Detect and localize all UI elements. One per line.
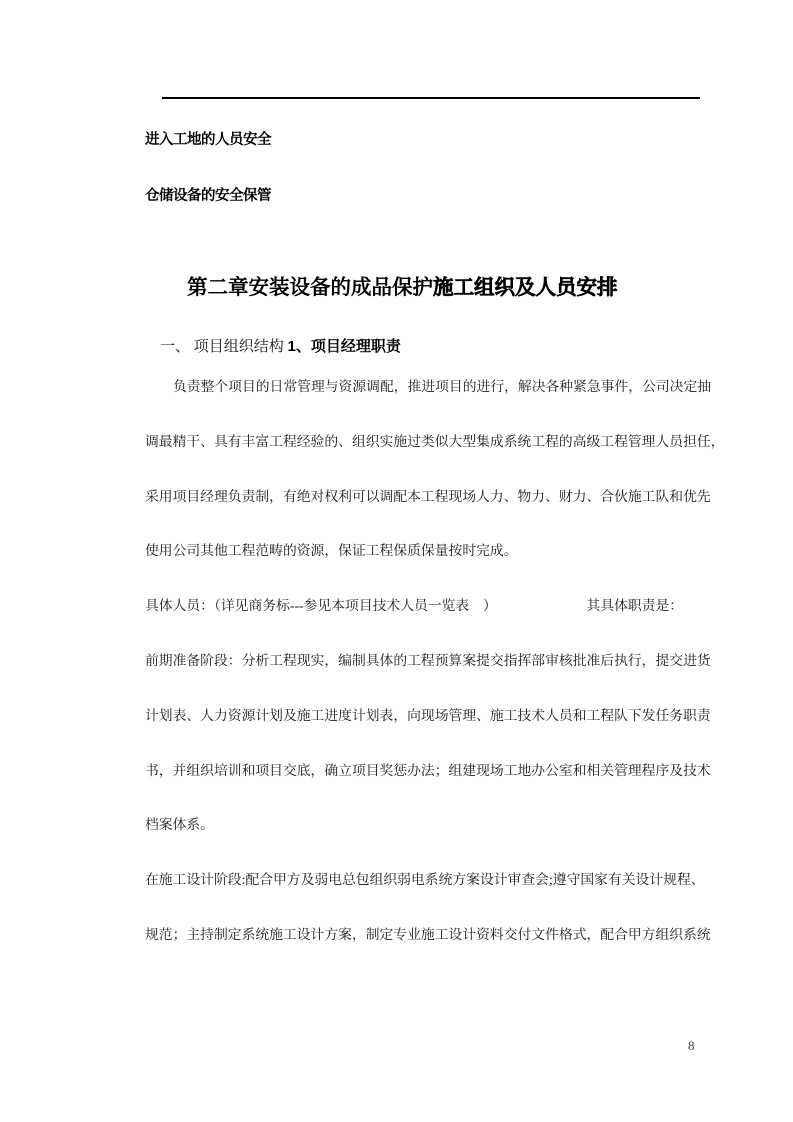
chapter-title — [0, 247, 784, 329]
body-line: 采用项目经理负责制，有绝对权利可以调配本工程现场人力、物力、财力、合伙施工队和优先 — [145, 488, 711, 504]
heading-storage-equipment-safety: 仓储设备的安全保管 — [145, 188, 271, 204]
body-line: 在施工设计阶段:配合甲方及弱电总包组织弱电系统方案设计审查会;遵守国家有关设计规程、 — [145, 872, 705, 888]
body-line: 书，并组织培训和项目交底，确立项目奖惩办法；组建现场工地办公室和相关管理程序及技术 — [145, 762, 711, 778]
chapter-title-part2: 施工组织及人员安排 — [433, 276, 618, 299]
section-heading-number-title: 一、 项目组织结构 — [160, 339, 288, 355]
page-number: 8 — [688, 1038, 695, 1053]
body-line: 档案体系。 — [145, 817, 214, 833]
body-text — [145, 360, 730, 963]
body-line: 计划表、人力资源计划及施工进度计划表，向现场管理、施工技术人员和工程队下发任务职责 — [145, 707, 711, 723]
body-line: 使用公司其他工程范畴的资源，保证工程保质保量按时完成。 — [145, 543, 518, 559]
body-line: 调最精干、具有丰富工程经验的、组织实施过类似大型集成系统工程的高级工程管理人员担任， — [145, 433, 725, 449]
chapter-title-part1: 第二章安装设备的成品保护 — [187, 277, 433, 299]
section-heading-subtitle: 1、项目经理职责 — [287, 338, 401, 355]
body-line: 负责整个项目的日常管理与资源调配，推进项目的进行，解决各种紧急事件，公司决定抽 — [173, 379, 712, 394]
body-line: 规范；主持制定系统施工设计方案，制定专业施工设计资料交付文件格式，配合甲方组织系统 — [145, 926, 711, 942]
body-line: 前期准备阶段：分析工程现实，编制具体的工程预算案提交指挥部审核批准后执行，提交进货 — [145, 652, 711, 668]
body-line: 具体人员：（详见商务标---参见本项目技术人员一览表 ） 其具体职责是： — [145, 598, 684, 614]
header-rule — [162, 97, 700, 99]
heading-site-personnel-safety: 进入工地的人员安全 — [145, 132, 271, 148]
